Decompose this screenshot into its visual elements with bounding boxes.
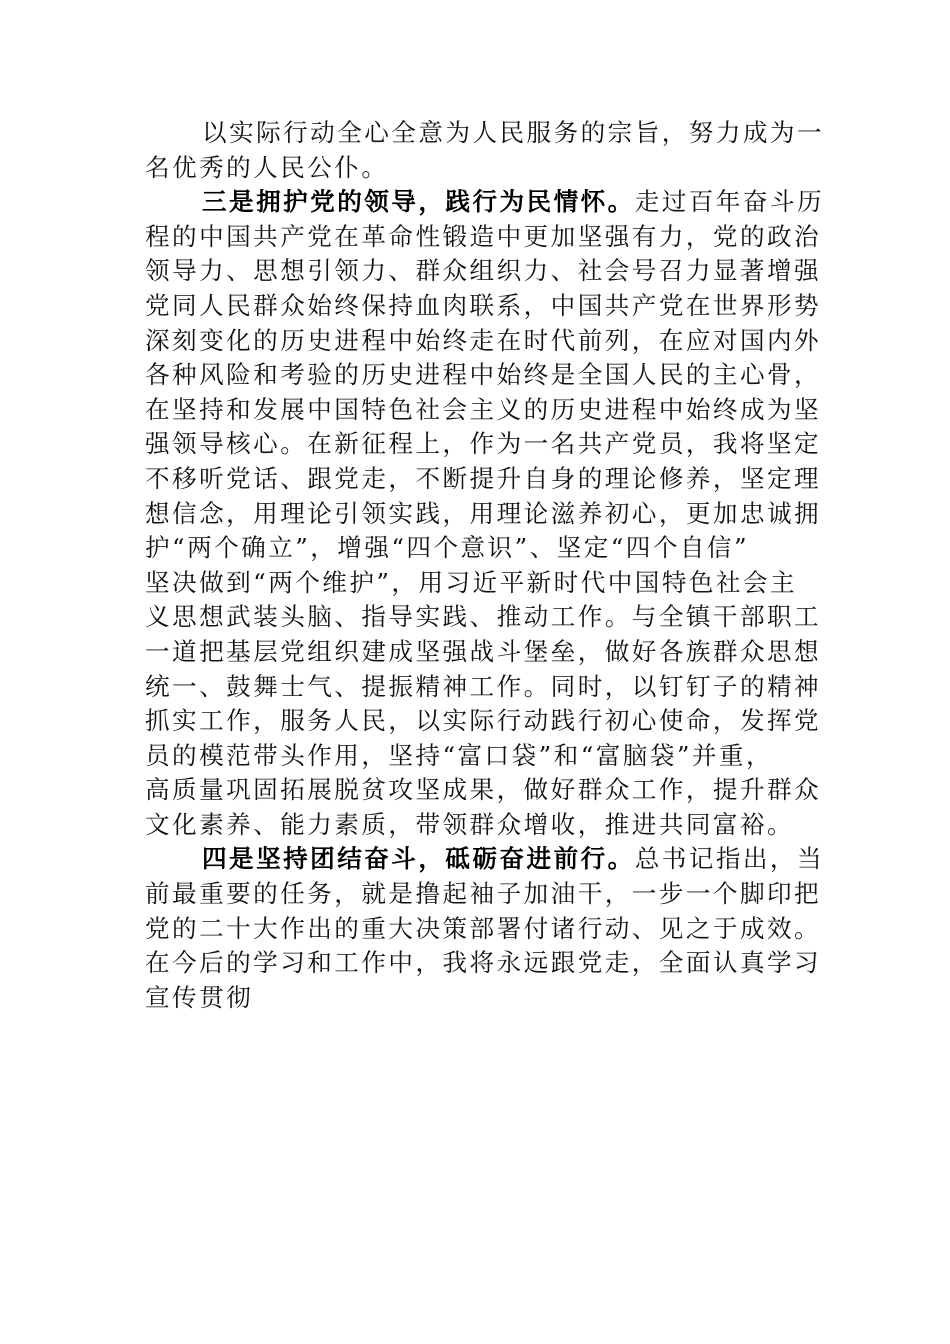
text-line (145, 773, 822, 808)
body-text: 名优秀的人民公仆。 (145, 152, 389, 182)
text-line (145, 704, 822, 739)
text-line (145, 254, 822, 289)
body-text: 高质量巩固拓展脱贫攻坚成果，做好群众工作，提升群众 (145, 775, 822, 805)
body-text: 义思想武装头脑、指导实践、推动工作。与全镇干部职工 (145, 602, 822, 632)
text-line (145, 600, 822, 635)
bold-heading-text: 三是拥护党的领导，践行为民情怀。 (202, 187, 635, 217)
body-text: 坚决做到“两个维护”，用习近平新时代中国特色社会主 (145, 567, 798, 597)
paragraph (145, 116, 825, 185)
body-text: 以实际行动全心全意为人民服务的宗旨，努力成为一 (202, 118, 825, 147)
text-line (145, 116, 825, 151)
text-line (145, 462, 822, 497)
body-text: 领导力、思想引领力、群众组织力、社会号召力显著增强 (145, 256, 822, 286)
text-line (145, 427, 822, 462)
text-line (145, 531, 807, 566)
body-text: 总书记指出，当 (634, 844, 825, 874)
text-line (145, 151, 807, 186)
text-line (145, 981, 807, 1016)
text-line (145, 566, 807, 601)
text-line (145, 877, 822, 912)
body-text: 不移听党话、跟党走，不断提升自身的理论修养，坚定理 (145, 463, 822, 493)
text-line (145, 912, 822, 947)
body-text: 文化素养、能力素质，带领群众增收，推进共同富裕。 (145, 809, 795, 839)
body-text: 程的中国共产党在革命性锻造中更加坚强有力，党的政治 (145, 221, 822, 251)
text-line (145, 358, 822, 393)
body-text: 党的二十大作出的重大决策部署付诸行动、见之于成效。 (145, 913, 822, 943)
body-text: 护“两个确立”，增强“四个意识”、坚定“四个自信” (145, 533, 749, 563)
body-text: 在今后的学习和工作中，我将永远跟党走，全面认真学习 (145, 948, 822, 978)
paragraph (145, 842, 825, 1015)
body-text: 一道把基层党组织建成坚强战斗堡垒，做好各族群众思想 (145, 636, 822, 666)
document-body (145, 116, 825, 1015)
body-text: 各种风险和考验的历史进程中始终是全国人民的主心骨， (145, 360, 822, 390)
body-text: 走过百年奋斗历 (634, 187, 825, 217)
text-line (145, 946, 822, 981)
body-text: 宣传贯彻 (145, 982, 254, 1012)
body-text: 在坚持和发展中国特色社会主义的历史进程中始终成为坚 (145, 394, 822, 424)
body-text: 想信念，用理论引领实践，用理论滋养初心，更加忠诚拥 (145, 498, 822, 528)
body-text: 抓实工作，服务人民，以实际行动践行初心使命，发挥党 (145, 706, 822, 736)
text-line (145, 324, 822, 359)
body-text: 统一、鼓舞士气、提振精神工作。同时，以钉钉子的精神 (145, 671, 822, 701)
body-text: 员的模范带头作用，坚持“富口袋”和“富脑袋”并重， (145, 740, 774, 770)
paragraph (145, 185, 825, 842)
text-line (145, 842, 825, 877)
body-text: 党同人民群众始终保持血肉联系，中国共产党在世界形势 (145, 290, 822, 320)
text-line (145, 185, 825, 220)
text-line (145, 635, 822, 670)
bold-heading-text: 四是坚持团结奋斗，砥砺奋进前行。 (202, 844, 635, 874)
text-line (145, 393, 822, 428)
text-line (145, 670, 822, 705)
text-line (145, 739, 807, 774)
text-line (145, 808, 807, 843)
body-text: 深刻变化的历史进程中始终走在时代前列，在应对国内外 (145, 325, 822, 355)
body-text: 强领导核心。在新征程上，作为一名共产党员，我将坚定 (145, 429, 822, 459)
text-line (145, 289, 822, 324)
text-line (145, 220, 822, 255)
body-text: 前最重要的任务，就是撸起袖子加油干，一步一个脚印把 (145, 879, 822, 909)
text-line (145, 497, 822, 532)
